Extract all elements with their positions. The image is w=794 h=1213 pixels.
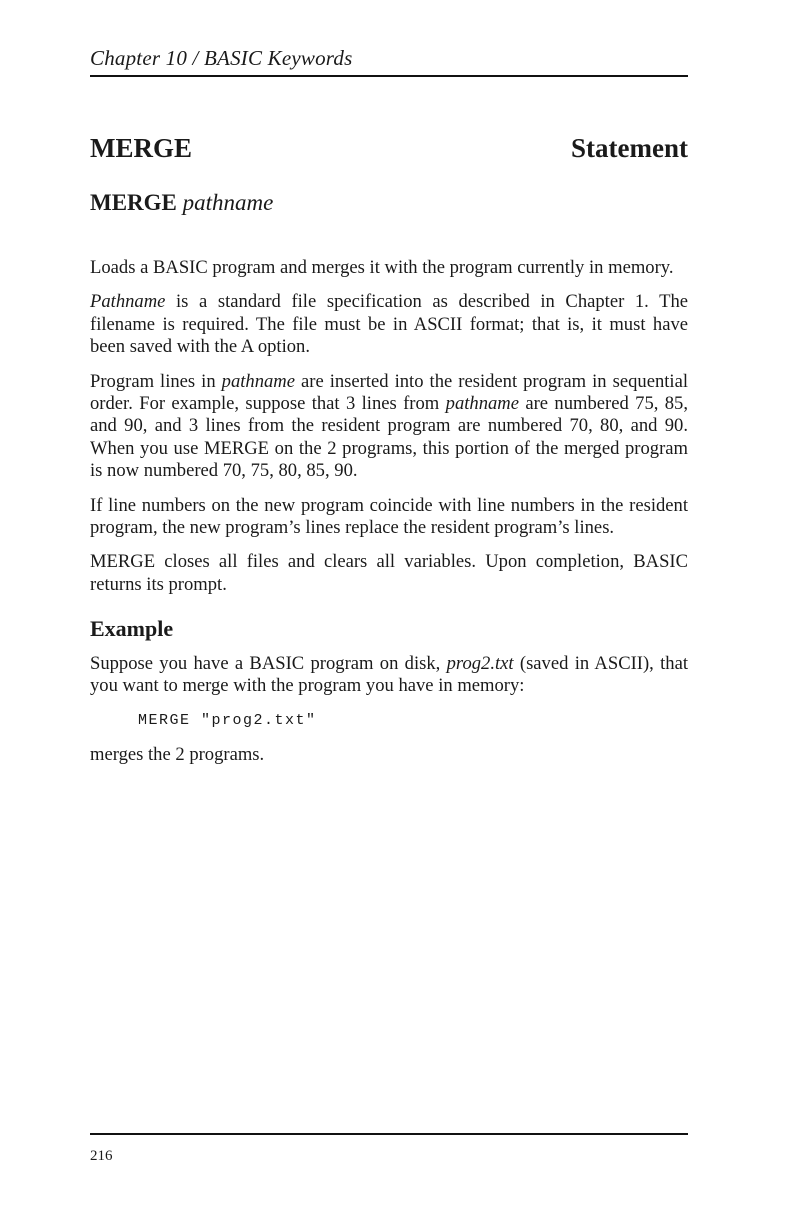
- entry-title-row: [90, 133, 688, 164]
- text-segment: are numbered 75, 85, and 90, and 3 lines from the resident program are numbered 70, 80, and 90. When you use MERGE on the 2 programs, this portion of the merged program is now numbered 70, 75, 80, 85, 90.: [90, 393, 688, 482]
- text-segment: Program lines in: [90, 370, 222, 392]
- paragraph-description: Loads a BASIC program and merges it with the program currently in memory.: [90, 257, 674, 278]
- syntax-argument: pathname: [182, 190, 274, 215]
- term-pathname: Pathname: [90, 291, 166, 313]
- paragraph-pathname-text: is a standard file specification as described in Chapter 1. The filename is required. The file must be in ASCII format; that is, it must have been saved with the A option.: [90, 291, 688, 358]
- syntax-keyword: MERGE: [90, 190, 177, 215]
- text-segment: are inserted into the resident program in sequential order. For example, suppose that 3 lines from: [90, 370, 688, 415]
- body-text: [90, 257, 688, 778]
- example-outro: merges the 2 programs.: [90, 743, 265, 765]
- running-head: Chapter 10 / BASIC Keywords: [90, 46, 353, 70]
- page-number: 216: [90, 1148, 113, 1164]
- filename-term: prog2.txt: [446, 652, 514, 674]
- example-intro: [90, 653, 688, 698]
- footer-rule: [90, 1133, 688, 1135]
- paragraph-merge-order: [90, 371, 688, 483]
- syntax-line: [90, 190, 273, 216]
- paragraph-pathname: [90, 291, 688, 358]
- text-segment: (saved in ASCII), that you want to merge with the program you have in memory:: [90, 652, 688, 697]
- paragraph-completion: MERGE closes all files and clears all variables. Upon completion, BASIC returns its prompt.: [90, 551, 688, 595]
- text-segment: Suppose you have a BASIC program on disk,: [90, 652, 447, 674]
- entry-type: Statement: [571, 133, 688, 163]
- term-pathname: pathname: [221, 370, 295, 392]
- header-rule: [90, 75, 688, 77]
- entry-keyword: MERGE: [90, 133, 193, 163]
- term-pathname: pathname: [445, 393, 519, 415]
- paragraph-line-conflict: If line numbers on the new program coincide with line numbers in the resident program, the new program’s lines replace the resident program’s lines.: [90, 494, 688, 539]
- example-code: MERGE "prog2.txt": [138, 711, 317, 729]
- example-heading: Example: [90, 616, 174, 642]
